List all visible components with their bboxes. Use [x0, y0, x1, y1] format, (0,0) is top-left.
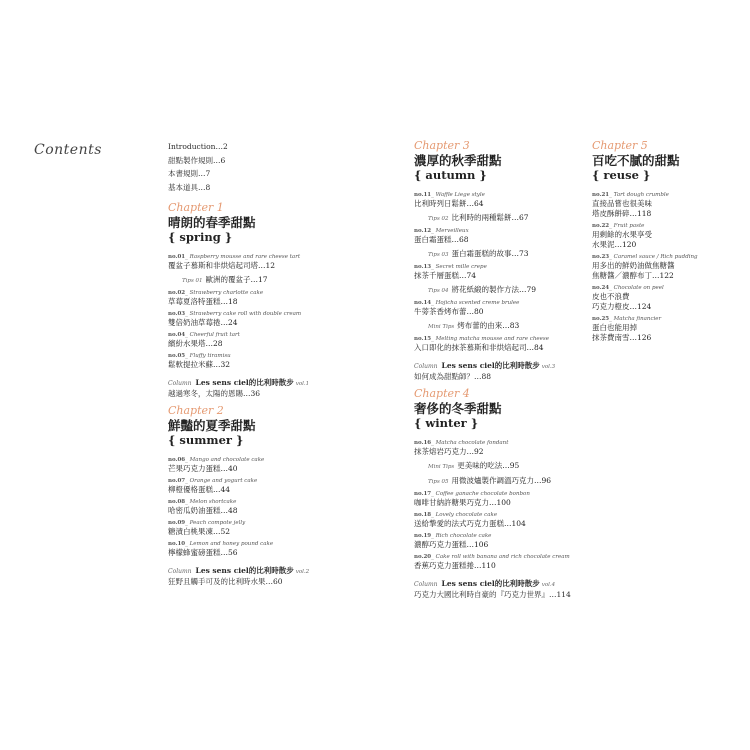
recipe-title: 入口即化的抹茶慕斯和非烘焙起司…84 — [414, 343, 544, 352]
recipe-entry[interactable] — [592, 192, 732, 219]
column-label: Column — [168, 568, 192, 575]
column-label: Column — [168, 380, 192, 387]
recipe-entry[interactable] — [168, 478, 398, 495]
recipe-title: 糖漬白桃果凍…52 — [168, 527, 231, 536]
recipe-entry[interactable] — [414, 440, 594, 457]
chapter-autumn — [414, 140, 594, 382]
recipe-title: 香蕉巧克力蛋糕捲…110 — [414, 561, 496, 570]
recipe-title: 牛蒡茶香烤布蕾…80 — [414, 307, 484, 316]
recipe-english-text: _ Fruit paste — [609, 223, 645, 229]
column-text: 狂野且觸手可及的比利時水果…60 — [168, 577, 283, 586]
recipe-english-text: _ Mango and chocolate cake — [185, 457, 265, 463]
recipe-number: no.14 — [414, 300, 432, 306]
recipe-number: no.15 — [414, 336, 432, 342]
recipe-english-text: _ Melon shortcake — [185, 499, 237, 505]
recipe-number: no.13 — [414, 264, 432, 270]
tip-label: Mini Tips — [428, 324, 455, 330]
recipe-english-name — [414, 300, 594, 307]
recipe-title: 檸檬蜂蜜磅蛋糕…56 — [168, 548, 238, 557]
recipe-english-text: _ Matcha chocolate fondant — [431, 440, 509, 446]
chapter-label: Chapter 3 — [414, 139, 470, 152]
recipe-title-line2: 巧克力橙皮…124 — [592, 302, 652, 311]
recipe-english-name — [168, 478, 398, 485]
column-essay[interactable] — [168, 378, 398, 399]
recipe-title: 用多出的鮮奶油做焦糖醬 — [592, 261, 675, 270]
recipe-entry[interactable] — [168, 290, 398, 307]
intro-item[interactable]: 甜點製作規則…6 — [168, 155, 226, 165]
tip-text: 將花紙緞的製作方法…79 — [451, 285, 537, 294]
toc-column-right — [592, 140, 732, 347]
column-label: Column — [414, 363, 438, 370]
column-heading — [414, 361, 594, 372]
recipe-english-name — [592, 254, 732, 261]
intro-item[interactable]: 本書規則…7 — [168, 169, 211, 178]
recipe-english-name — [592, 192, 732, 199]
recipe-english-name — [414, 554, 594, 561]
recipe-number: no.12 — [414, 228, 432, 234]
recipe-english-text: _ Orange and yogurt cake — [185, 478, 258, 484]
recipe-title-line2: 塔皮酥餅碎…118 — [592, 209, 652, 218]
column-name: Les sens ciel的比利時散步 — [195, 566, 294, 575]
recipe-english-text: _ Lovely chocolate cake — [431, 512, 498, 518]
recipe-title: 咖啡甘納許糖果巧克力…100 — [414, 498, 511, 507]
recipe-english-name — [168, 541, 398, 548]
recipe-number: no.07 — [168, 478, 186, 484]
tip-item[interactable] — [428, 249, 594, 260]
toc-column-left — [168, 140, 398, 593]
chapter-label: Chapter 2 — [168, 404, 224, 417]
intro-item[interactable]: 基本道具…8 — [168, 182, 211, 192]
column-text: 越過寒冬，太陽的恩賜…36 — [168, 389, 261, 398]
recipe-number: no.01 — [168, 254, 186, 260]
recipe-entry[interactable] — [168, 254, 398, 271]
column-vol: vol.2 — [295, 569, 310, 575]
chapter-label: Chapter 4 — [414, 387, 470, 400]
tip-label: Tips 02 — [428, 216, 449, 222]
recipe-english-text: _ Peach compote jelly — [185, 520, 246, 526]
recipe-number: no.06 — [168, 457, 186, 463]
recipe-number: no.08 — [168, 499, 186, 505]
recipe-entry[interactable] — [168, 520, 398, 537]
column-text: 巧克力大國比利時自豪的『巧克力世界』…114 — [414, 590, 571, 599]
recipe-entry[interactable] — [168, 353, 398, 370]
recipe-english-name — [414, 512, 594, 519]
tip-label: Tips 03 — [428, 252, 449, 258]
recipe-english-text: _ Raspberry mousse and rare cheese tart — [185, 254, 301, 260]
chapter-subtitle: { spring } — [168, 230, 233, 244]
recipe-title: 覆盆子慕斯和非烘焙起司塔…12 — [168, 261, 276, 270]
chapter-subtitle: { reuse } — [592, 168, 651, 182]
tip-text: 用微波爐製作調溫巧克力…96 — [451, 476, 552, 485]
tip-item[interactable] — [428, 285, 594, 296]
intro-item[interactable]: Introduction…2 — [168, 142, 228, 151]
column-heading — [414, 579, 594, 590]
recipe-number: no.21 — [592, 192, 610, 198]
column-name: Les sens ciel的比利時散步 — [441, 361, 540, 370]
recipe-english-name — [168, 254, 398, 261]
toc-column-middle — [414, 140, 594, 606]
recipe-entry[interactable] — [168, 541, 398, 558]
recipe-english-text: _ Hojicha scented creme brulee — [431, 300, 520, 306]
chapter-reuse — [592, 140, 732, 343]
recipe-entry[interactable] — [592, 254, 732, 281]
tip-label: Tips 04 — [428, 288, 449, 294]
recipe-english-name — [168, 332, 398, 339]
recipe-number: no.16 — [414, 440, 432, 446]
chapter-label: Chapter 1 — [168, 201, 224, 214]
recipe-number: no.04 — [168, 332, 186, 338]
chapter-title: 奢侈的冬季甜點 — [414, 401, 502, 416]
recipe-number: no.11 — [414, 192, 432, 198]
recipe-entry[interactable] — [414, 300, 594, 317]
recipe-number: no.23 — [592, 254, 610, 260]
recipe-english-text: _ Cake roll with banana and rich chocolate cream — [431, 554, 570, 560]
chapter-title: 濃厚的秋季甜點 — [414, 153, 502, 168]
chapter-label: Chapter 5 — [592, 139, 648, 152]
recipe-english-name — [168, 457, 398, 464]
recipe-english-text: _ Lemon and honey pound cake — [185, 541, 274, 547]
recipe-title: 雙倍奶油草莓捲…24 — [168, 318, 238, 327]
recipe-title: 比利時列日鬆餅…64 — [414, 199, 484, 208]
recipe-english-name — [592, 285, 732, 292]
tip-item[interactable] — [428, 461, 594, 472]
recipe-english-name — [168, 353, 398, 360]
recipe-title: 抹茶熔岩巧克力…92 — [414, 447, 484, 456]
recipe-title: 用剩餘的水果享受 — [592, 230, 652, 239]
recipe-title: 抹茶千層蛋糕…74 — [414, 271, 477, 280]
recipe-entry[interactable] — [414, 554, 594, 571]
column-heading — [168, 378, 398, 389]
column-vol: vol.1 — [295, 381, 310, 387]
recipe-number: no.02 — [168, 290, 186, 296]
recipe-entry[interactable] — [168, 332, 398, 349]
recipe-entry[interactable] — [414, 228, 594, 245]
recipe-english-text: _ Caramel sauce / Rich pudding — [609, 254, 698, 260]
tip-text: 烤布蕾的由來…83 — [457, 321, 520, 330]
chapter-spring — [168, 202, 398, 399]
column-label: Column — [414, 581, 438, 588]
entry-list — [168, 254, 398, 370]
column-heading — [168, 566, 398, 577]
tip-text: 蛋白霜蛋糕的故事…73 — [451, 249, 529, 258]
recipe-english-text: _ Waffle Liege style — [431, 192, 485, 198]
recipe-english-text: _ Coffee ganache chocolate bonbon — [431, 491, 530, 497]
tip-text: 比利時的兩種鬆餅…67 — [451, 213, 529, 222]
recipe-number: no.05 — [168, 353, 186, 359]
recipe-english-name — [414, 264, 594, 271]
tip-label: Mini Tips — [428, 464, 455, 470]
tip-label: Tips 05 — [428, 479, 449, 485]
recipe-english-text: _ Fluffy tiramisu — [185, 353, 231, 359]
column-essay[interactable] — [414, 579, 594, 600]
column-name: Les sens ciel的比利時散步 — [195, 378, 294, 387]
recipe-number: no.17 — [414, 491, 432, 497]
recipe-english-name — [414, 440, 594, 447]
column-name: Les sens ciel的比利時散步 — [441, 579, 540, 588]
recipe-english-name — [168, 311, 398, 318]
recipe-title: 蛋白霜蛋糕…68 — [414, 235, 469, 244]
recipe-english-name — [414, 491, 594, 498]
recipe-entry[interactable] — [592, 285, 732, 312]
recipe-number: no.19 — [414, 533, 432, 539]
recipe-entry[interactable] — [592, 316, 732, 343]
recipe-entry[interactable] — [414, 491, 594, 508]
recipe-english-name — [414, 228, 594, 235]
tip-item[interactable] — [428, 213, 594, 224]
recipe-entry[interactable] — [414, 512, 594, 529]
recipe-entry[interactable] — [168, 311, 398, 328]
chapter-title: 百吃不膩的甜點 — [592, 153, 680, 168]
recipe-title: 繽紛水果塔…28 — [168, 339, 223, 348]
chapter-title: 晴朗的春季甜點 — [168, 215, 256, 230]
recipe-entry[interactable] — [414, 264, 594, 281]
recipe-entry[interactable] — [168, 499, 398, 516]
tip-text: 歐洲的覆盆子…17 — [205, 275, 268, 284]
chapter-subtitle: { summer } — [168, 433, 244, 447]
chapter-title: 鮮豔的夏季甜點 — [168, 418, 256, 433]
recipe-english-name — [168, 520, 398, 527]
chapter-subtitle: { winter } — [414, 416, 479, 430]
recipe-title: 濃醇巧克力蛋糕…106 — [414, 540, 489, 549]
recipe-title-line2: 水果泥…120 — [592, 240, 637, 249]
recipe-number: no.20 — [414, 554, 432, 560]
recipe-title-line2: 焦糖醬／濃醇布丁…122 — [592, 271, 674, 280]
recipe-entry[interactable] — [168, 457, 398, 474]
chapter-summer — [168, 405, 398, 587]
recipe-title: 鬆軟提拉米蘇…32 — [168, 360, 231, 369]
recipe-title: 送給摯愛的法式巧克力蛋糕…104 — [414, 519, 526, 528]
column-essay[interactable] — [414, 361, 594, 382]
recipe-title: 芒果巧克力蛋糕…40 — [168, 464, 238, 473]
recipe-number: no.24 — [592, 285, 610, 291]
recipe-english-text: _ Tart dough crumble — [609, 192, 669, 198]
recipe-title: 直接品嘗也很美味 — [592, 199, 652, 208]
recipe-english-name — [168, 290, 398, 297]
tip-item[interactable] — [428, 321, 594, 332]
tip-item[interactable] — [182, 275, 398, 286]
recipe-english-text: _ Matcha financier — [609, 316, 662, 322]
chapter-subtitle: { autumn } — [414, 168, 487, 182]
recipe-english-name — [592, 316, 732, 323]
recipe-number: no.25 — [592, 316, 610, 322]
contents-title: Contents — [34, 142, 102, 158]
recipe-title: 皮也不浪費 — [592, 292, 630, 301]
recipe-title: 蛋白也能用掉 — [592, 323, 637, 332]
recipe-english-text: _ Strawberry cake roll with double cream — [185, 311, 302, 317]
recipe-entry[interactable] — [414, 336, 594, 353]
column-essay[interactable] — [168, 566, 398, 587]
recipe-english-text: _ Chocolate on peel — [609, 285, 664, 291]
recipe-english-name — [414, 192, 594, 199]
recipe-number: no.18 — [414, 512, 432, 518]
recipe-english-name — [414, 336, 594, 343]
recipe-english-text: _ Merveilleux — [431, 228, 469, 234]
recipe-english-text: _ Strawberry charlotte cake — [185, 290, 264, 296]
tip-text: 更美味的吃法…95 — [457, 461, 520, 470]
recipe-title: 草莓夏洛特蛋糕…18 — [168, 297, 238, 306]
recipe-title: 哈密瓜奶油蛋糕…48 — [168, 506, 238, 515]
recipe-english-text: _ Rich chocolate cake — [431, 533, 492, 539]
recipe-english-name — [414, 533, 594, 540]
recipe-entry[interactable] — [414, 533, 594, 550]
recipe-entry[interactable] — [414, 192, 594, 209]
recipe-title: 柳橙優格蛋糕…44 — [168, 485, 231, 494]
intro-list — [168, 140, 398, 194]
entry-list — [168, 457, 398, 558]
column-vol: vol.4 — [541, 582, 556, 588]
recipe-english-name — [168, 499, 398, 506]
recipe-english-text: _ Melting matcha mousse and rare cheese — [431, 336, 549, 342]
entry-list — [414, 440, 594, 571]
column-vol: vol.3 — [541, 364, 556, 370]
recipe-number: no.03 — [168, 311, 186, 317]
entry-list — [414, 192, 594, 353]
recipe-number: no.22 — [592, 223, 610, 229]
tip-item[interactable] — [428, 476, 594, 487]
recipe-english-text: _ Cheerful fruit tart — [185, 332, 240, 338]
recipe-english-text: _ Secret mille crepe — [431, 264, 487, 270]
recipe-number: no.09 — [168, 520, 186, 526]
recipe-number: no.10 — [168, 541, 186, 547]
entry-list — [592, 192, 732, 343]
recipe-title-line2: 抹茶費南雪…126 — [592, 333, 652, 342]
chapter-winter — [414, 388, 594, 600]
recipe-entry[interactable] — [592, 223, 732, 250]
column-text: 如何成為甜點師？…88 — [414, 372, 492, 381]
recipe-english-name — [592, 223, 732, 230]
tip-label: Tips 01 — [182, 278, 203, 284]
